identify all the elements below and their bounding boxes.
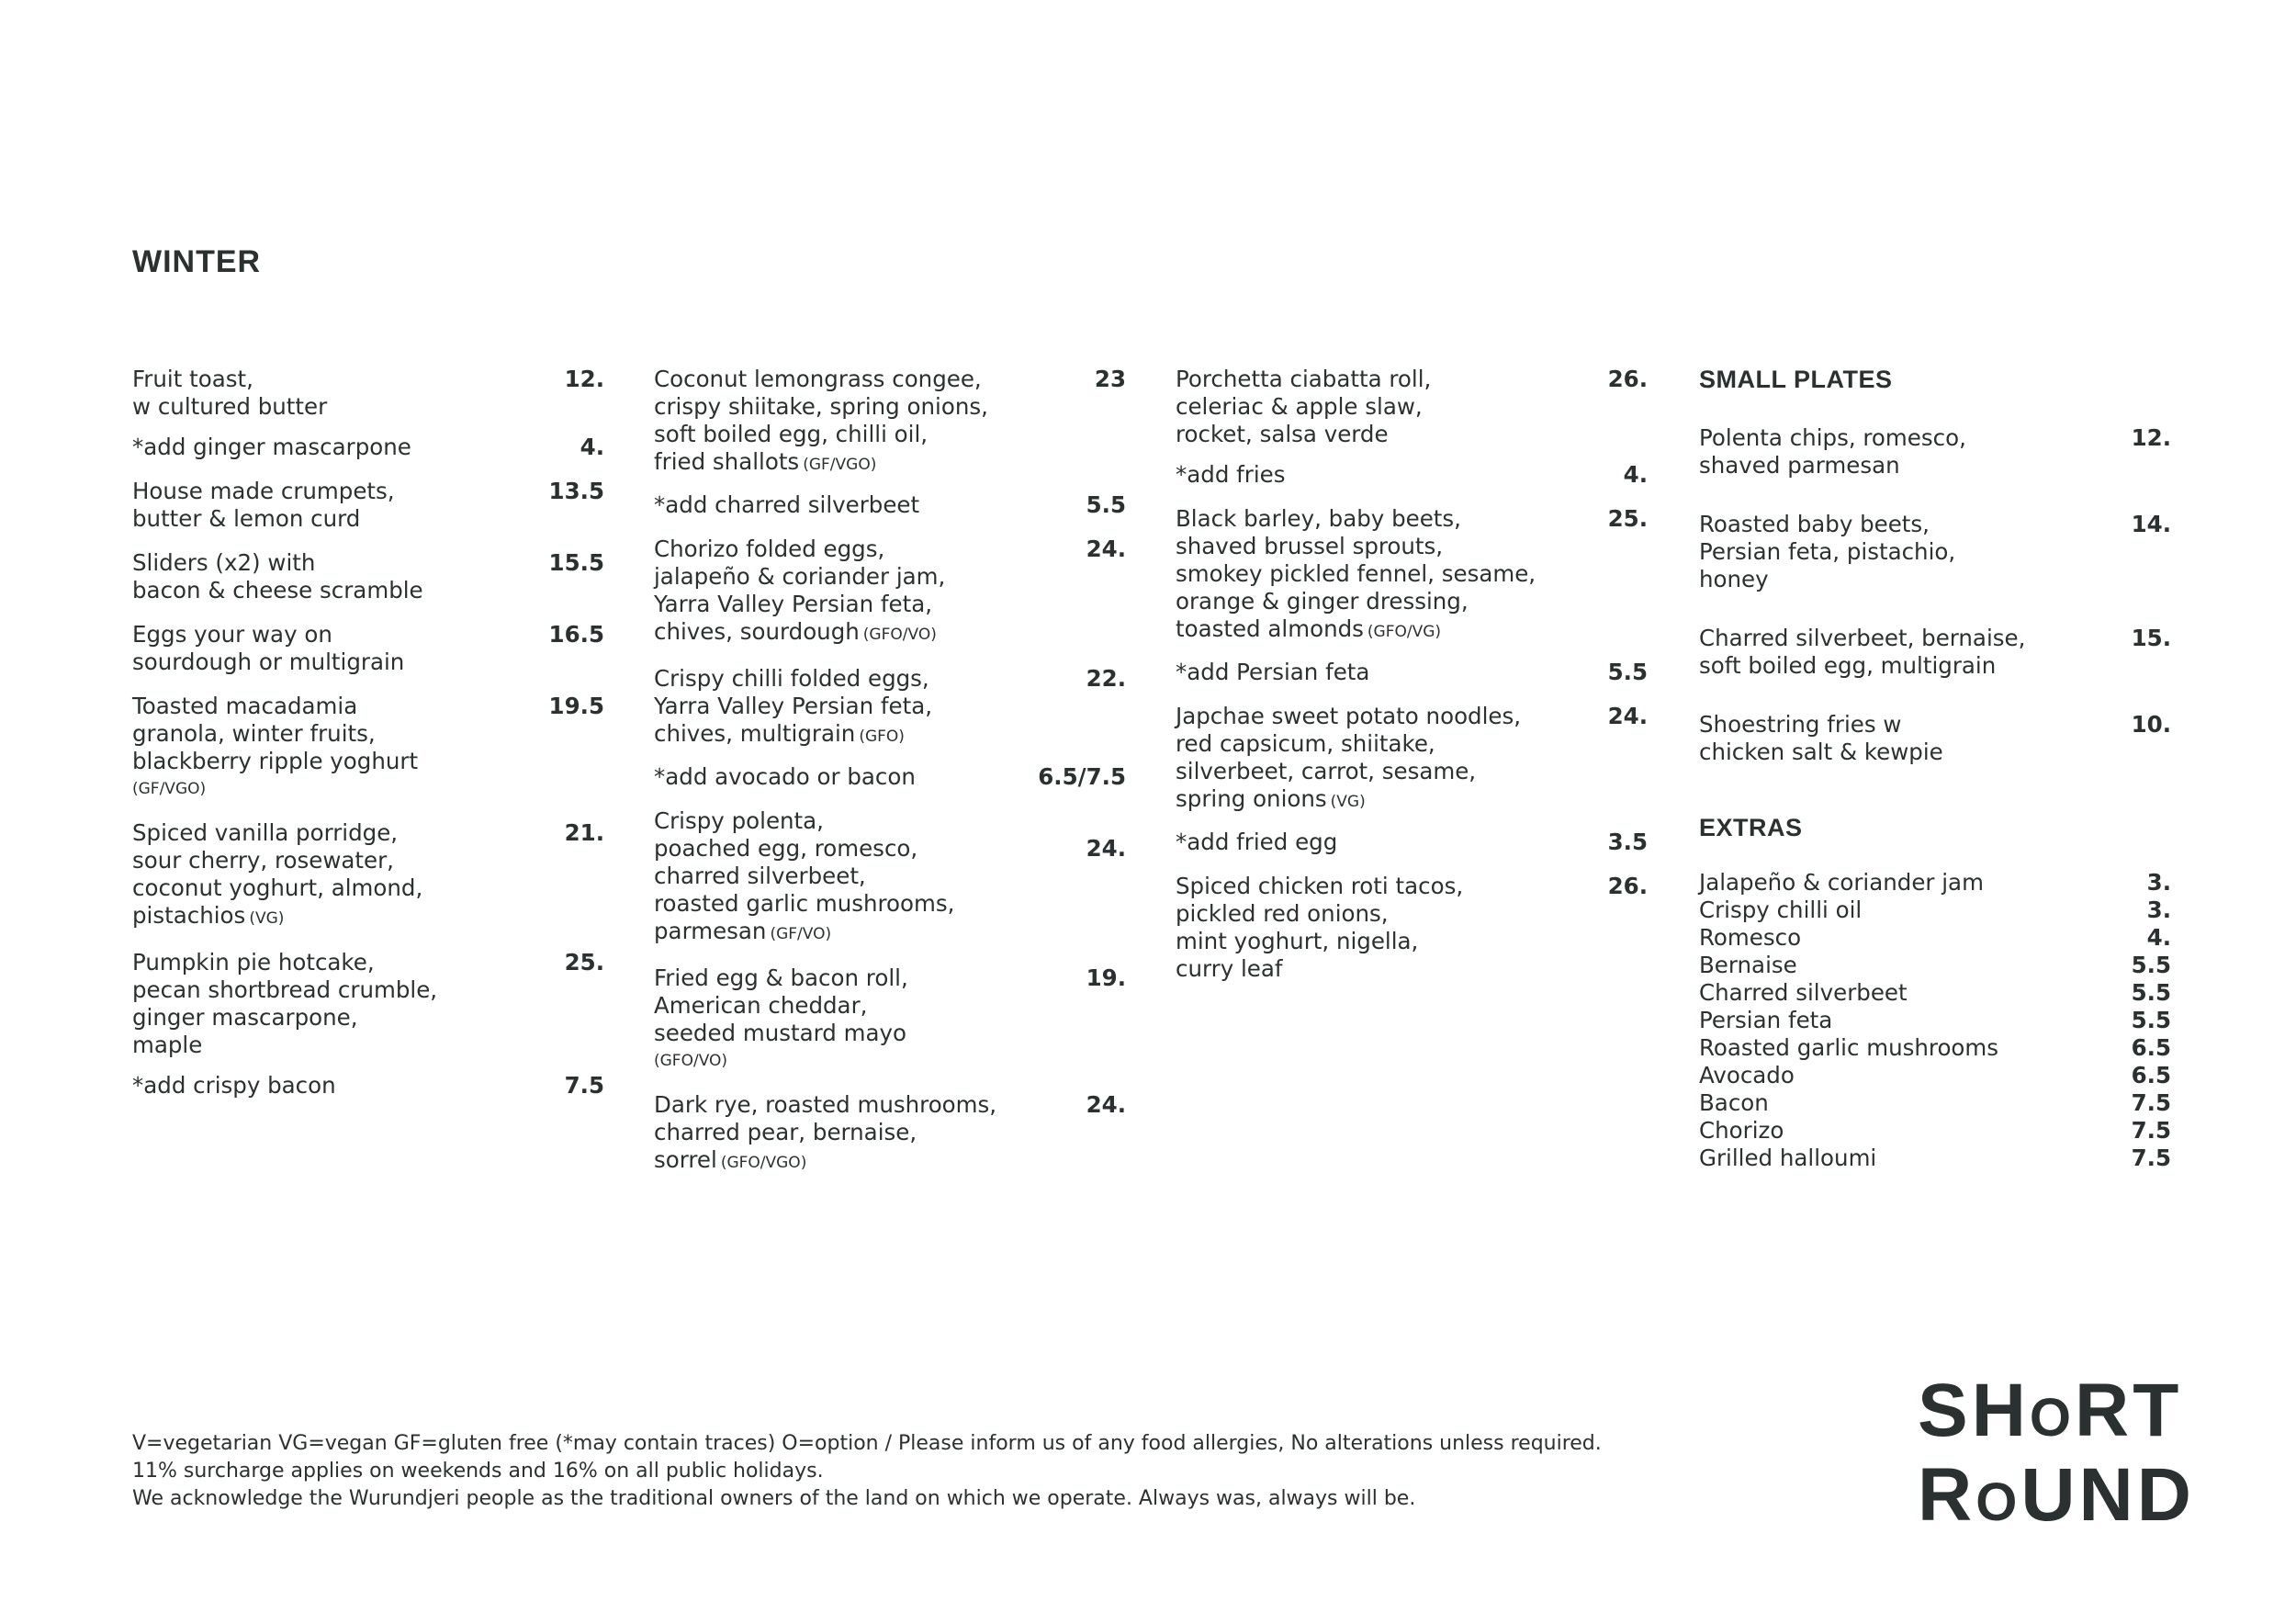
small-plates-list (1699, 424, 2171, 766)
extras-item-price: 6.5 (2131, 1062, 2171, 1088)
extras-item-price: 7.5 (2131, 1117, 2171, 1144)
menu-column-2 (654, 366, 1126, 1193)
menu-item-price: 24. (1086, 835, 1126, 862)
extras-item-price: 5.5 (2131, 952, 2171, 978)
logo-line-1: SHORT (1918, 1369, 2183, 1452)
menu-item-text: Fruit toast, w cultured butter (132, 366, 328, 420)
menu-item (132, 549, 604, 604)
menu-item-text: Black barley, baby beets, shaved brussel sprouts, smokey pickled fennel, sesame, orange & ginger dressing, toasted almonds (1176, 505, 1536, 642)
menu-item-text: Chorizo folded eggs, jalapeño & coriander jam, Yarra Valley Persian feta, chives, sourdough (654, 536, 946, 645)
dietary-tag: (GF/VGO) (803, 456, 877, 474)
menu-item-text: Roasted baby beets, Persian feta, pistachio, honey (1699, 511, 1956, 592)
menu-item-text: Charred silverbeet, bernaise, soft boiled egg, multigrain (1699, 625, 2026, 679)
extras-item (1699, 1145, 2171, 1172)
extras-item-price: 7.5 (2131, 1089, 2171, 1116)
menu-item-description (1176, 829, 1337, 856)
menu-item-text: Porchetta ciabatta roll, celeriac & apple slaw, rocket, salsa verde (1176, 366, 1432, 447)
extras-item (1699, 924, 2171, 952)
menu-item-price: 6.5/7.5 (1038, 763, 1126, 790)
menu-item-description (132, 819, 422, 932)
acknowledgement-note: We acknowledge the Wurundjeri people as the traditional owners of the land on which we operate. Always was, always will be. (132, 1487, 1416, 1510)
menu-item-text: Polenta chips, romesco, shaved parmesan (1699, 424, 1966, 479)
menu-item-text: *add fried egg (1176, 829, 1338, 855)
menu-item-price: 26. (1607, 873, 1648, 899)
extras-item-price: 5.5 (2131, 979, 2171, 1006)
logo-line-2: ROUND (1918, 1453, 2195, 1537)
short-round-logo (1918, 1369, 2195, 1541)
extras-item (1699, 897, 2171, 924)
menu-item-text: House made crumpets, butter & lemon curd (132, 478, 395, 532)
menu-item-text: Pumpkin pie hotcake, pecan shortbread crumble, ginger mascarpone, maple (132, 949, 438, 1058)
dietary-tag: (VG) (1330, 793, 1366, 811)
extras-item-price: 3. (2146, 897, 2171, 923)
menu-item-price: 19.5 (548, 693, 604, 719)
menu-item-price: 4. (1623, 461, 1648, 488)
menu-item-text: Crispy polenta, poached egg, romesco, charred silverbeet, roasted garlic mushrooms, parmesan (654, 807, 955, 944)
menu-item-text: Coconut lemongrass congee, crispy shiitake, spring onions, soft boiled egg, chilli oil, fried shallots (654, 366, 988, 475)
menu-item-text: *add Persian feta (1176, 659, 1370, 685)
menu-item-price: 24. (1607, 703, 1648, 729)
extras-item (1699, 979, 2171, 1007)
menu-item-text: Spiced chicken roti tacos, pickled red onions, mint yoghurt, nigella, curry leaf (1176, 873, 1464, 982)
menu-item-text: Toasted macadamia granola, winter fruits, blackberry ripple yoghurt (132, 693, 419, 774)
menu-item-price: 15. (2131, 625, 2171, 651)
menu-item (132, 621, 604, 676)
extras-item (1699, 869, 2171, 897)
menu-item-description (1176, 873, 1463, 983)
menu-item (132, 693, 604, 803)
extras-item-name: Bacon (1699, 1089, 1769, 1116)
menu-item (1699, 424, 2171, 479)
dietary-tag: (GFO/VG) (1367, 623, 1442, 641)
menu-addon (654, 491, 1126, 519)
menu-item (654, 665, 1126, 750)
menu-item (1176, 703, 1648, 816)
menu-item-description (1176, 659, 1369, 686)
menu-item (1699, 511, 2171, 593)
menu-item-price: 12. (564, 366, 604, 392)
menu-item-description (1699, 424, 1966, 479)
menu-item-price: 7.5 (564, 1072, 604, 1099)
menu-item (1176, 873, 1648, 983)
extras-item-price: 7.5 (2131, 1145, 2171, 1171)
extras-item-name: Roasted garlic mushrooms (1699, 1034, 1999, 1061)
extras-item (1699, 1034, 2171, 1062)
menu-item-text: *add crispy bacon (132, 1072, 336, 1099)
menu-addon (132, 434, 604, 461)
menu-item-description (654, 665, 932, 750)
menu-item (132, 478, 604, 533)
menu-item-description (132, 693, 418, 803)
menu-item (654, 807, 1126, 948)
dietary-tag: (GF/VO) (770, 925, 832, 943)
menu-item-price: 25. (1607, 505, 1648, 532)
extras-item-price: 3. (2146, 869, 2171, 896)
menu-item-price: 23 (1094, 366, 1126, 392)
menu-item-description (132, 949, 437, 1059)
menu-item-text: Eggs your way on sourdough or multigrain (132, 621, 405, 675)
menu-item-text: Sliders (x2) with bacon & cheese scramble (132, 549, 423, 603)
menu-item-price: 14. (2131, 511, 2171, 537)
menu-item-description (654, 491, 919, 519)
dietary-tag: (VG) (249, 909, 285, 928)
footer-notes (132, 1430, 1694, 1513)
menu-addon (132, 1072, 604, 1100)
menu-item-description (132, 366, 327, 421)
menu-item-text: Fried egg & bacon roll, American cheddar, seeded mustard mayo (654, 964, 908, 1046)
extras-item (1699, 1089, 2171, 1117)
menu-item (654, 964, 1126, 1075)
menu-item-text: Spiced vanilla porridge, sour cherry, rosewater, coconut yoghurt, almond, pistachios (132, 819, 423, 929)
menu-item-price: 21. (564, 819, 604, 846)
menu-item-price: 4. (580, 434, 604, 460)
menu-addon (1176, 659, 1648, 686)
menu-item-description (654, 964, 908, 1075)
extras-item-name: Persian feta (1699, 1007, 1833, 1033)
menu-item (1176, 505, 1648, 646)
menu-item-description (1699, 711, 1943, 766)
extras-item-name: Bernaise (1699, 952, 1797, 978)
menu-item-price: 15.5 (548, 549, 604, 576)
menu-item (654, 1091, 1126, 1177)
menu-item-price: 10. (2131, 711, 2171, 738)
menu-item-price: 5.5 (1086, 491, 1126, 518)
menu-column-4 (1699, 366, 2171, 1172)
menu-item-price: 3.5 (1607, 829, 1648, 855)
extras-item-name: Chorizo (1699, 1117, 1784, 1144)
menu-item-price: 25. (564, 949, 604, 976)
menu-item-description (1176, 703, 1521, 816)
dietary-tag: (GFO/VO) (862, 626, 937, 644)
menu-item-description (654, 763, 916, 791)
surcharge-note: 11% surcharge applies on weekends and 16% on all public holidays. (132, 1460, 824, 1483)
menu-item-text: *add avocado or bacon (654, 763, 916, 790)
menu-item-text: *add charred silverbeet (654, 491, 920, 518)
menu-item-text: Dark rye, roasted mushrooms, charred pear, bernaise, sorrel (654, 1091, 997, 1173)
menu-item-text: *add ginger mascarpone (132, 434, 411, 460)
menu-item-text: Crispy chilli folded eggs, Yarra Valley Persian feta, chives, multigrain (654, 665, 933, 747)
menu-item (1699, 711, 2171, 766)
menu-item (132, 819, 604, 932)
extras-item-name: Crispy chilli oil (1699, 897, 1863, 923)
menu-item-description (654, 1091, 996, 1177)
extras-item-name: Avocado (1699, 1062, 1795, 1088)
menu-item-text: Shoestring fries w chicken salt & kewpie (1699, 711, 1943, 765)
menu-item-description (1176, 505, 1536, 646)
extras-item (1699, 1117, 2171, 1145)
menu-item-price: 24. (1086, 536, 1126, 562)
menu-item-description (132, 478, 395, 533)
menu-item-price: 16.5 (548, 621, 604, 648)
menu-item-text: Japchae sweet potato noodles, red capsicum, shiitake, silverbeet, carrot, sesame, spring onions (1176, 703, 1522, 812)
menu-addon (1176, 829, 1648, 856)
dietary-tag: (GFO/VO) (654, 1052, 728, 1070)
menu-item (654, 536, 1126, 648)
menu-item-price: 19. (1086, 964, 1126, 991)
menu-item-price: 26. (1607, 366, 1648, 392)
small-plates-heading: SMALL PLATES (1699, 366, 1893, 393)
menu-item-description (132, 621, 404, 676)
extras-item-price: 4. (2146, 924, 2171, 951)
menu-item-price: 22. (1086, 665, 1126, 692)
menu-item-description (132, 549, 423, 604)
menu-addon (1176, 461, 1648, 489)
menu-column-1 (132, 366, 604, 1116)
dietary-legend: V=vegetarian VG=vegan GF=gluten free (*may contain traces) O=option / Please inform us of any food allergies, No alterations unless required. (132, 1432, 1602, 1455)
menu-item (132, 949, 604, 1059)
menu-item-description (1699, 625, 2025, 680)
menu-item-description (132, 1072, 336, 1100)
extras-item (1699, 952, 2171, 979)
menu-item (1176, 366, 1648, 448)
menu-item-price: 13.5 (548, 478, 604, 504)
extras-item-price: 6.5 (2131, 1034, 2171, 1061)
menu-item-description (1176, 461, 1286, 489)
menu-item-description (1699, 511, 1955, 593)
menu-item-description (654, 536, 945, 648)
menu-addon (654, 763, 1126, 791)
menu-item (654, 366, 1126, 479)
extras-list (1699, 869, 2171, 1172)
menu-item-price: 12. (2131, 424, 2171, 451)
extras-item-name: Romesco (1699, 924, 1802, 951)
menu-item-price: 24. (1086, 1091, 1126, 1118)
menu-item-description (132, 434, 411, 461)
menu-item (132, 366, 604, 421)
menu-item-description (1176, 366, 1431, 448)
dietary-tag: (GFO/VGO) (720, 1154, 807, 1172)
extras-heading: EXTRAS (1699, 814, 1803, 841)
menu-item-description (654, 807, 954, 948)
dietary-tag: (GF/VGO) (132, 780, 207, 798)
extras-item-price: 5.5 (2131, 1007, 2171, 1033)
menu-item-description (654, 366, 988, 479)
menu-item-text: *add fries (1176, 461, 1286, 488)
extras-item-name: Jalapeño & coriander jam (1699, 869, 1984, 896)
extras-item (1699, 1007, 2171, 1034)
dietary-tag: (GFO) (859, 727, 905, 746)
extras-item (1699, 1062, 2171, 1089)
extras-item-name: Charred silverbeet (1699, 979, 1908, 1006)
menu-column-3 (1176, 366, 1648, 999)
menu-item-price: 5.5 (1607, 659, 1648, 685)
extras-item-name: Grilled halloumi (1699, 1145, 1877, 1171)
season-title: WINTER (132, 244, 262, 279)
menu-item (1699, 625, 2171, 680)
